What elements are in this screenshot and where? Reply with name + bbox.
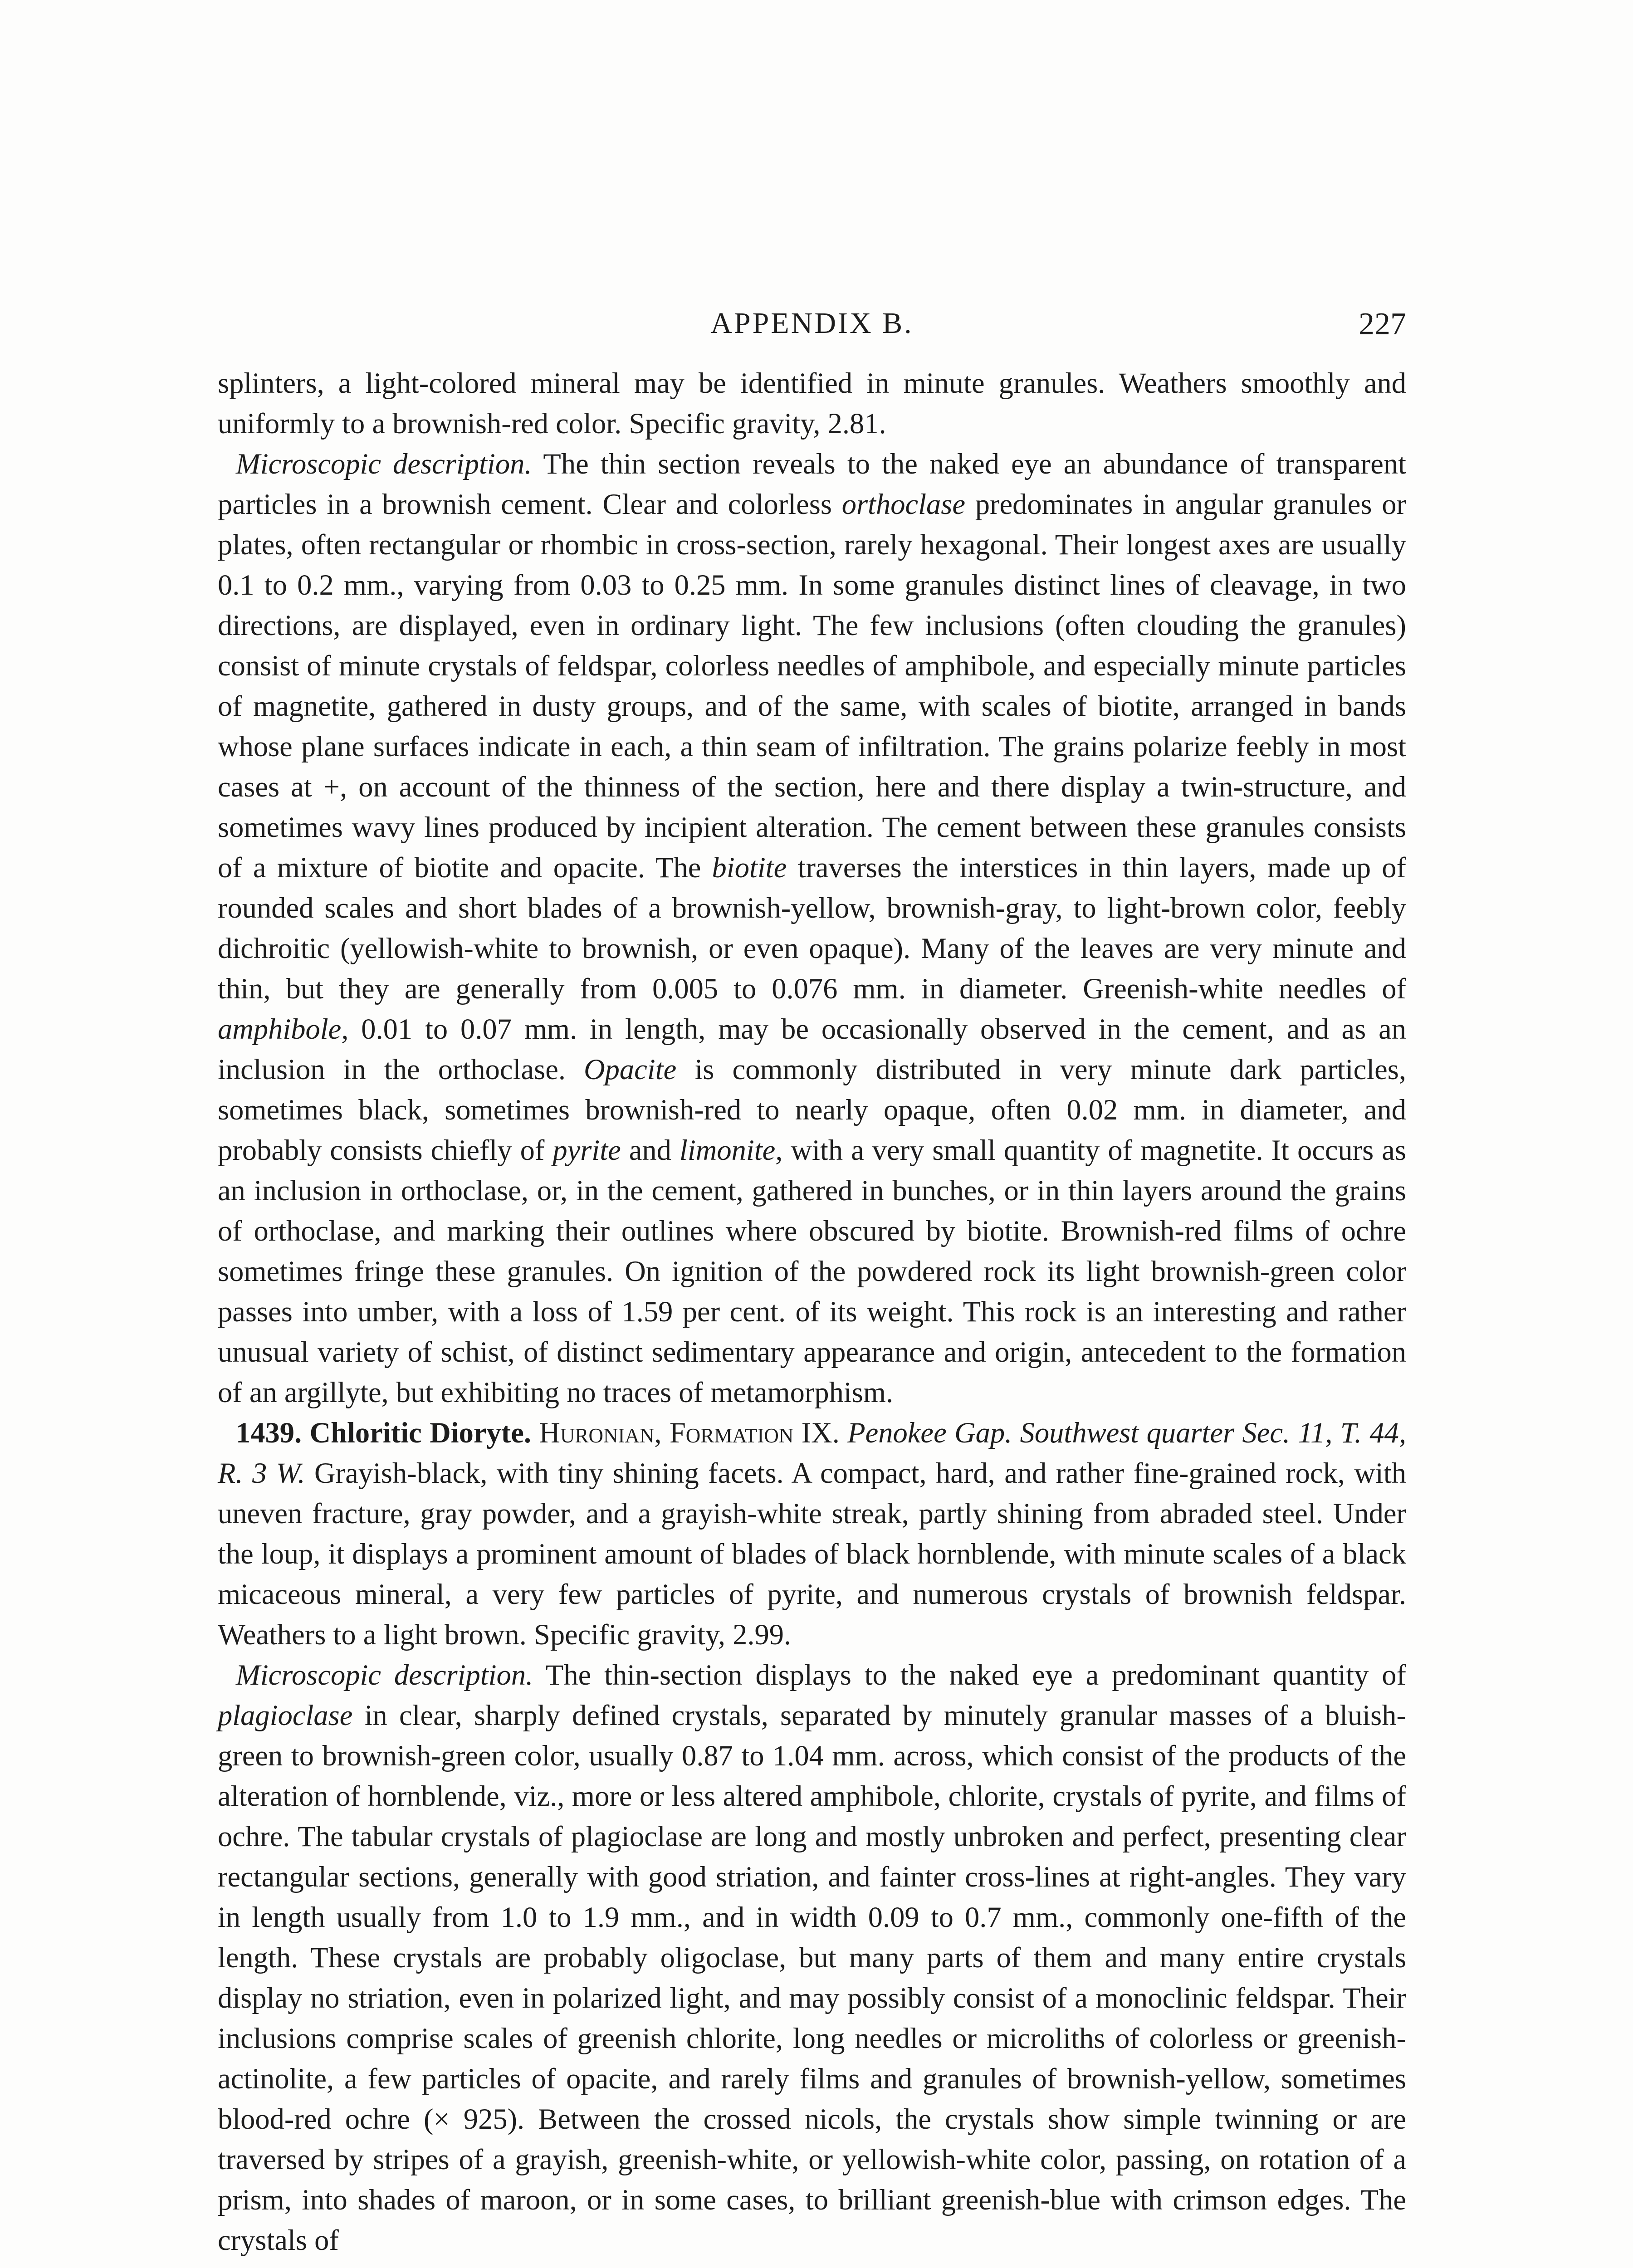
italic-run: Opacite xyxy=(584,1053,677,1085)
entry-heading: 1439. Chloritic Dioryte. xyxy=(236,1417,531,1449)
italic-run: Microscopic description. xyxy=(236,1659,533,1691)
text-run xyxy=(531,1417,539,1449)
paragraph xyxy=(218,363,1406,444)
text-run xyxy=(840,1417,847,1449)
text-run: with a very small quantity of magnetite. It occurs as an inclusion in orthoclase, or, in the cement, gathered in bunches, or in thin layers around the grains of orthoclase, and marking their outlines where obscured by biotite. Brownish-red films of ochre sometimes fringe these granules. On ignition of the powdered rock its light brownish-green color passes into umber, with a loss of 1.59 per cent. of its weight. This rock is an interesting and rather unusual variety of schist, of distinct sedimentary appearance and origin, antecedent to the formation of an argillyte, but exhibiting no traces of metamorphism. xyxy=(218,1134,1407,1408)
paragraph xyxy=(218,1413,1406,1655)
text-run: Grayish-black, with tiny shining facets. A compact, hard, and rather fine-grained rock, with uneven fracture, gray powder, and a grayish-white streak, partly shining from abraded steel. Under the loup, it displays a prominent amount of blades of black hornblende, with minute scales of a black micaceous mineral, a very few particles of pyrite, and numerous crystals of brownish feldspar. Weathers to a light brown. Specific gravity, 2.99. xyxy=(218,1457,1406,1651)
italic-run: amphibole, xyxy=(218,1013,349,1045)
italic-run: plagioclase xyxy=(218,1699,353,1731)
text-run: The thin section reveals to the naked eye an abundance of transparent particles in a brownish cement. Clear and colorless xyxy=(218,448,1406,520)
paragraph xyxy=(218,444,1406,1413)
italic-run: Microscopic description. xyxy=(236,448,532,480)
text-run: and xyxy=(621,1134,680,1166)
italic-run: orthoclase xyxy=(841,488,966,520)
text-run: traverses the interstices in thin layers, made up of rounded scales and short blades of a brownish-yellow, brownish-gray, to light-brown color, feebly dichroitic (yellowish-white to brownish, or even opaque). Many of the leaves are very minute and thin, but they are generally from 0.005 to 0.076 mm. in diameter. Greenish-white needles of xyxy=(218,851,1406,1005)
italic-run: pyrite xyxy=(552,1134,621,1166)
paragraph xyxy=(218,1655,1406,2260)
italic-run: biotite xyxy=(712,851,787,884)
text-run: 0.01 to 0.07 mm. in length, may be occasionally observed in the cement, and as an inclusion in the orthoclase. xyxy=(218,1013,1406,1085)
running-title: APPENDIX B. xyxy=(710,307,914,340)
page-header xyxy=(218,302,1406,352)
formation-label: Huronian, Formation IX. xyxy=(539,1417,840,1449)
text-run: is commonly distributed in very minute dark particles, sometimes black, sometimes brownish-red to nearly opaque, often 0.02 mm. in diameter, and probably consists chiefly of xyxy=(218,1053,1407,1166)
text-run: in clear, sharply defined crystals, separated by minutely granular masses of a bluish-green to brownish-green color, usually 0.87 to 1.04 mm. across, which consist of the products of the alteration of hornblende, viz., more or less altered amphibole, chlorite, crystals of pyrite, and films of ochre. The tabular crystals of plagioclase are long and mostly unbroken and perfect, presenting clear rectangular sections, generally with good striation, and fainter cross-lines at right-angles. They vary in length usually from 1.0 to 1.9 mm., and in width 0.09 to 0.7 mm., commonly one-fifth of the length. These crystals are probably oligoclase, but many parts of them and many entire crystals display no striation, even in polarized light, and may possibly consist of a monoclinic feldspar. Their inclusions comprise scales of greenish chlorite, long needles or microliths of colorless or greenish-actinolite, a few particles of opacite, and rarely films and granules of brownish-yellow, sometimes blood-red ochre (× 925). Between the crossed nicols, the crystals show simple twinning or are traversed by stripes of a grayish, greenish-white, or yellowish-white color, passing, on rotation of a prism, into shades of maroon, or in some cases, to brilliant greenish-blue with crimson edges. The crystals of xyxy=(218,1699,1406,2256)
body-text xyxy=(218,363,1406,2260)
text-run: predominates in angular granules or plates, often rectangular or rhombic in cross-section, rarely hexagonal. Their longest axes are usually 0.1 to 0.2 mm., varying from 0.03 to 0.25 mm. In some granules distinct lines of cleavage, in two directions, are displayed, even in ordinary light. The few inclusions (often clouding the granules) consist of minute crystals of feldspar, colorless needles of amphibole, and especially minute particles of magnetite, gathered in dusty groups, and of the same, with scales of biotite, arranged in bands whose plane surfaces indicate in each, a thin seam of infiltration. The grains polarize feebly in most cases at +, on account of the thinness of the section, here and there display a twin-structure, and sometimes wavy lines produced by incipient alteration. The cement between these granules consists of a mixture of biotite and opacite. The xyxy=(218,488,1406,884)
text-run: splinters, a light-colored mineral may be identified in minute granules. Weathers smoothly and uniformly to a brownish-red color. Specific gravity, 2.81. xyxy=(218,367,1406,440)
text-run: The thin-section displays to the naked eye a predominant quantity of xyxy=(533,1659,1406,1691)
italic-run: limonite, xyxy=(679,1134,783,1166)
italic-run: Penokee Gap. Southwest quarter Sec. 11, T. 44, R. 3 W. xyxy=(218,1417,1407,1489)
page-number: 227 xyxy=(1359,307,1406,342)
